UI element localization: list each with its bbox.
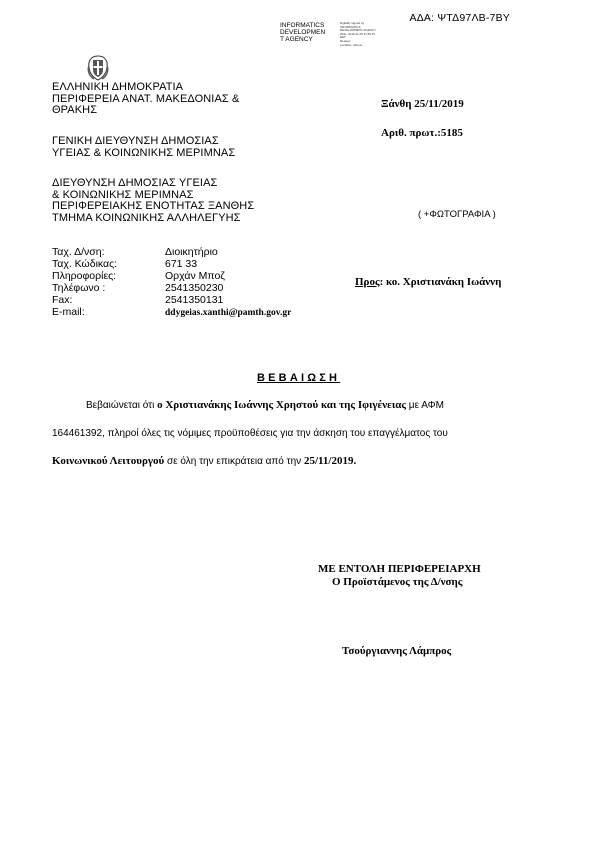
ida-logo-line: INFORMATICS xyxy=(280,22,325,29)
document-date: Ξάνθη 25/11/2019 xyxy=(381,98,464,110)
stamp-line: Digitally signed by xyxy=(340,21,365,25)
header-line: ΥΓΕΙΑΣ & ΚΟΙΝΩΝΙΚΗΣ ΜΕΡΙΜΝΑΣ xyxy=(52,146,236,159)
contact-key: Τηλέφωνο : xyxy=(52,282,106,294)
header-line: ΔΙΕΥΘΥΝΣΗ ΔΗΜΟΣΙΑΣ ΥΓΕΙΑΣ xyxy=(52,177,218,189)
recipient-label: Προς xyxy=(355,276,380,288)
protocol-number: Αριθ. πρωτ.:5185 xyxy=(381,127,463,139)
stamp-line: INFORMATICS xyxy=(340,24,361,29)
profession: Κοινωνικού Λειτουργού xyxy=(52,455,165,467)
body-text: με ΑΦΜ xyxy=(406,400,444,411)
contact-key: Fax: xyxy=(52,294,73,306)
contact-info xyxy=(52,246,291,318)
person-name: ο Χριστιανάκης Ιωάννης Χρηστού και της Ιφιγένειας xyxy=(157,399,407,411)
ida-logo-text xyxy=(280,22,325,43)
greek-emblem-icon xyxy=(84,52,112,82)
contact-key: E-mail: xyxy=(52,306,85,318)
stamp-line: Date: 2019.11.25 11:59:15 xyxy=(340,31,376,36)
stamp-line: Location: Athens xyxy=(340,42,363,47)
contact-value: Διοικητήριο xyxy=(165,246,218,258)
contact-row xyxy=(52,294,291,306)
header-block-department xyxy=(52,178,254,224)
header-line: ΕΛΛΗΝΙΚΗ ΔΗΜΟΚΡΑΤΙΑ xyxy=(52,81,184,93)
contact-row xyxy=(52,306,291,318)
contact-row xyxy=(52,258,291,270)
body-text: σε όλη την επικράτεια από την xyxy=(164,456,304,467)
contact-value: 671 33 xyxy=(165,258,198,270)
signature-title: Ο Προϊστάμενος της Δ/νσης xyxy=(332,576,463,588)
digital-signature-stamp xyxy=(340,22,376,47)
body-line-2: 164461392, πληροί όλες τις νόμιμες προϋποθέσεις για την άσκηση του επαγγέλματος του xyxy=(52,428,448,439)
header-line: ΓΕΝΙΚΗ ΔΙΕΥΘΥΝΣΗ ΔΗΜΟΣΙΑΣ xyxy=(52,135,219,147)
contact-value: 2541350230 xyxy=(165,282,224,294)
recipient xyxy=(355,276,501,288)
effective-date: 25/11/2019. xyxy=(303,455,357,467)
contact-row xyxy=(52,270,291,282)
ada-code: ΑΔΑ: ΨΤΔ97ΛΒ-7ΒΥ xyxy=(409,12,510,24)
contact-row xyxy=(52,282,291,294)
contact-key: Ταχ. Δ/νση: xyxy=(52,246,105,258)
stamp-line: EET xyxy=(340,35,346,40)
email-link[interactable]: ddygeias.xanthi@pamth.gov.gr xyxy=(165,308,292,318)
signatory-name: Τσούργιαννης Λάμπρος xyxy=(342,645,452,657)
contact-value: Ορχάν Μποζ xyxy=(165,270,225,282)
header-line: ΤΜΗΜΑ ΚΟΙΝΩΝΙΚΗΣ ΑΛΛΗΛΕΓΥΗΣ xyxy=(52,211,241,224)
header-line: ΠΕΡΙΦΕΡΕΙΑΚΗΣ ΕΝΟΤΗΤΑΣ ΞΑΝΘΗΣ xyxy=(52,200,255,212)
contact-key: Πληροφορίες: xyxy=(52,270,117,282)
document-title: ΒΕΒΑΙΩΣΗ xyxy=(257,372,341,384)
body-line-3 xyxy=(52,455,356,467)
photo-note: ( +ΦΩΤΟΓΡΑΦΙΑ ) xyxy=(418,209,496,220)
header-line: ΠΕΡΙΦΕΡΕΙΑ ΑΝΑΤ. ΜΑΚΕΔΟΝΙΑΣ & xyxy=(52,92,240,105)
signature-authority: ΜΕ ΕΝΤΟΛΗ ΠΕΡΙΦΕΡΕΙΑΡΧΗ xyxy=(318,563,481,575)
stamp-line: DEVELOPMENT AGENCY xyxy=(340,28,376,33)
body-text: Βεβαιώνεται ότι xyxy=(86,400,158,411)
header-block-directorate xyxy=(52,136,235,159)
contact-key: Ταχ. Κώδικας: xyxy=(52,258,118,270)
header-line: & ΚΟΙΝΩΝΙΚΗΣ ΜΕΡΙΜΝΑΣ xyxy=(52,188,194,201)
recipient-name: : κο. Χριστιανάκη Ιωάννη xyxy=(379,276,502,288)
stamp-line: Reason: xyxy=(340,38,352,43)
header-block-region xyxy=(52,82,239,117)
ida-logo-line: DEVELOPMEN xyxy=(280,29,326,36)
body-line-1 xyxy=(86,399,444,411)
header-line: ΘΡΑΚΗΣ xyxy=(52,104,98,116)
contact-value: 2541350131 xyxy=(165,294,224,306)
contact-row xyxy=(52,246,291,258)
ida-logo-line: T AGENCY xyxy=(280,36,313,43)
